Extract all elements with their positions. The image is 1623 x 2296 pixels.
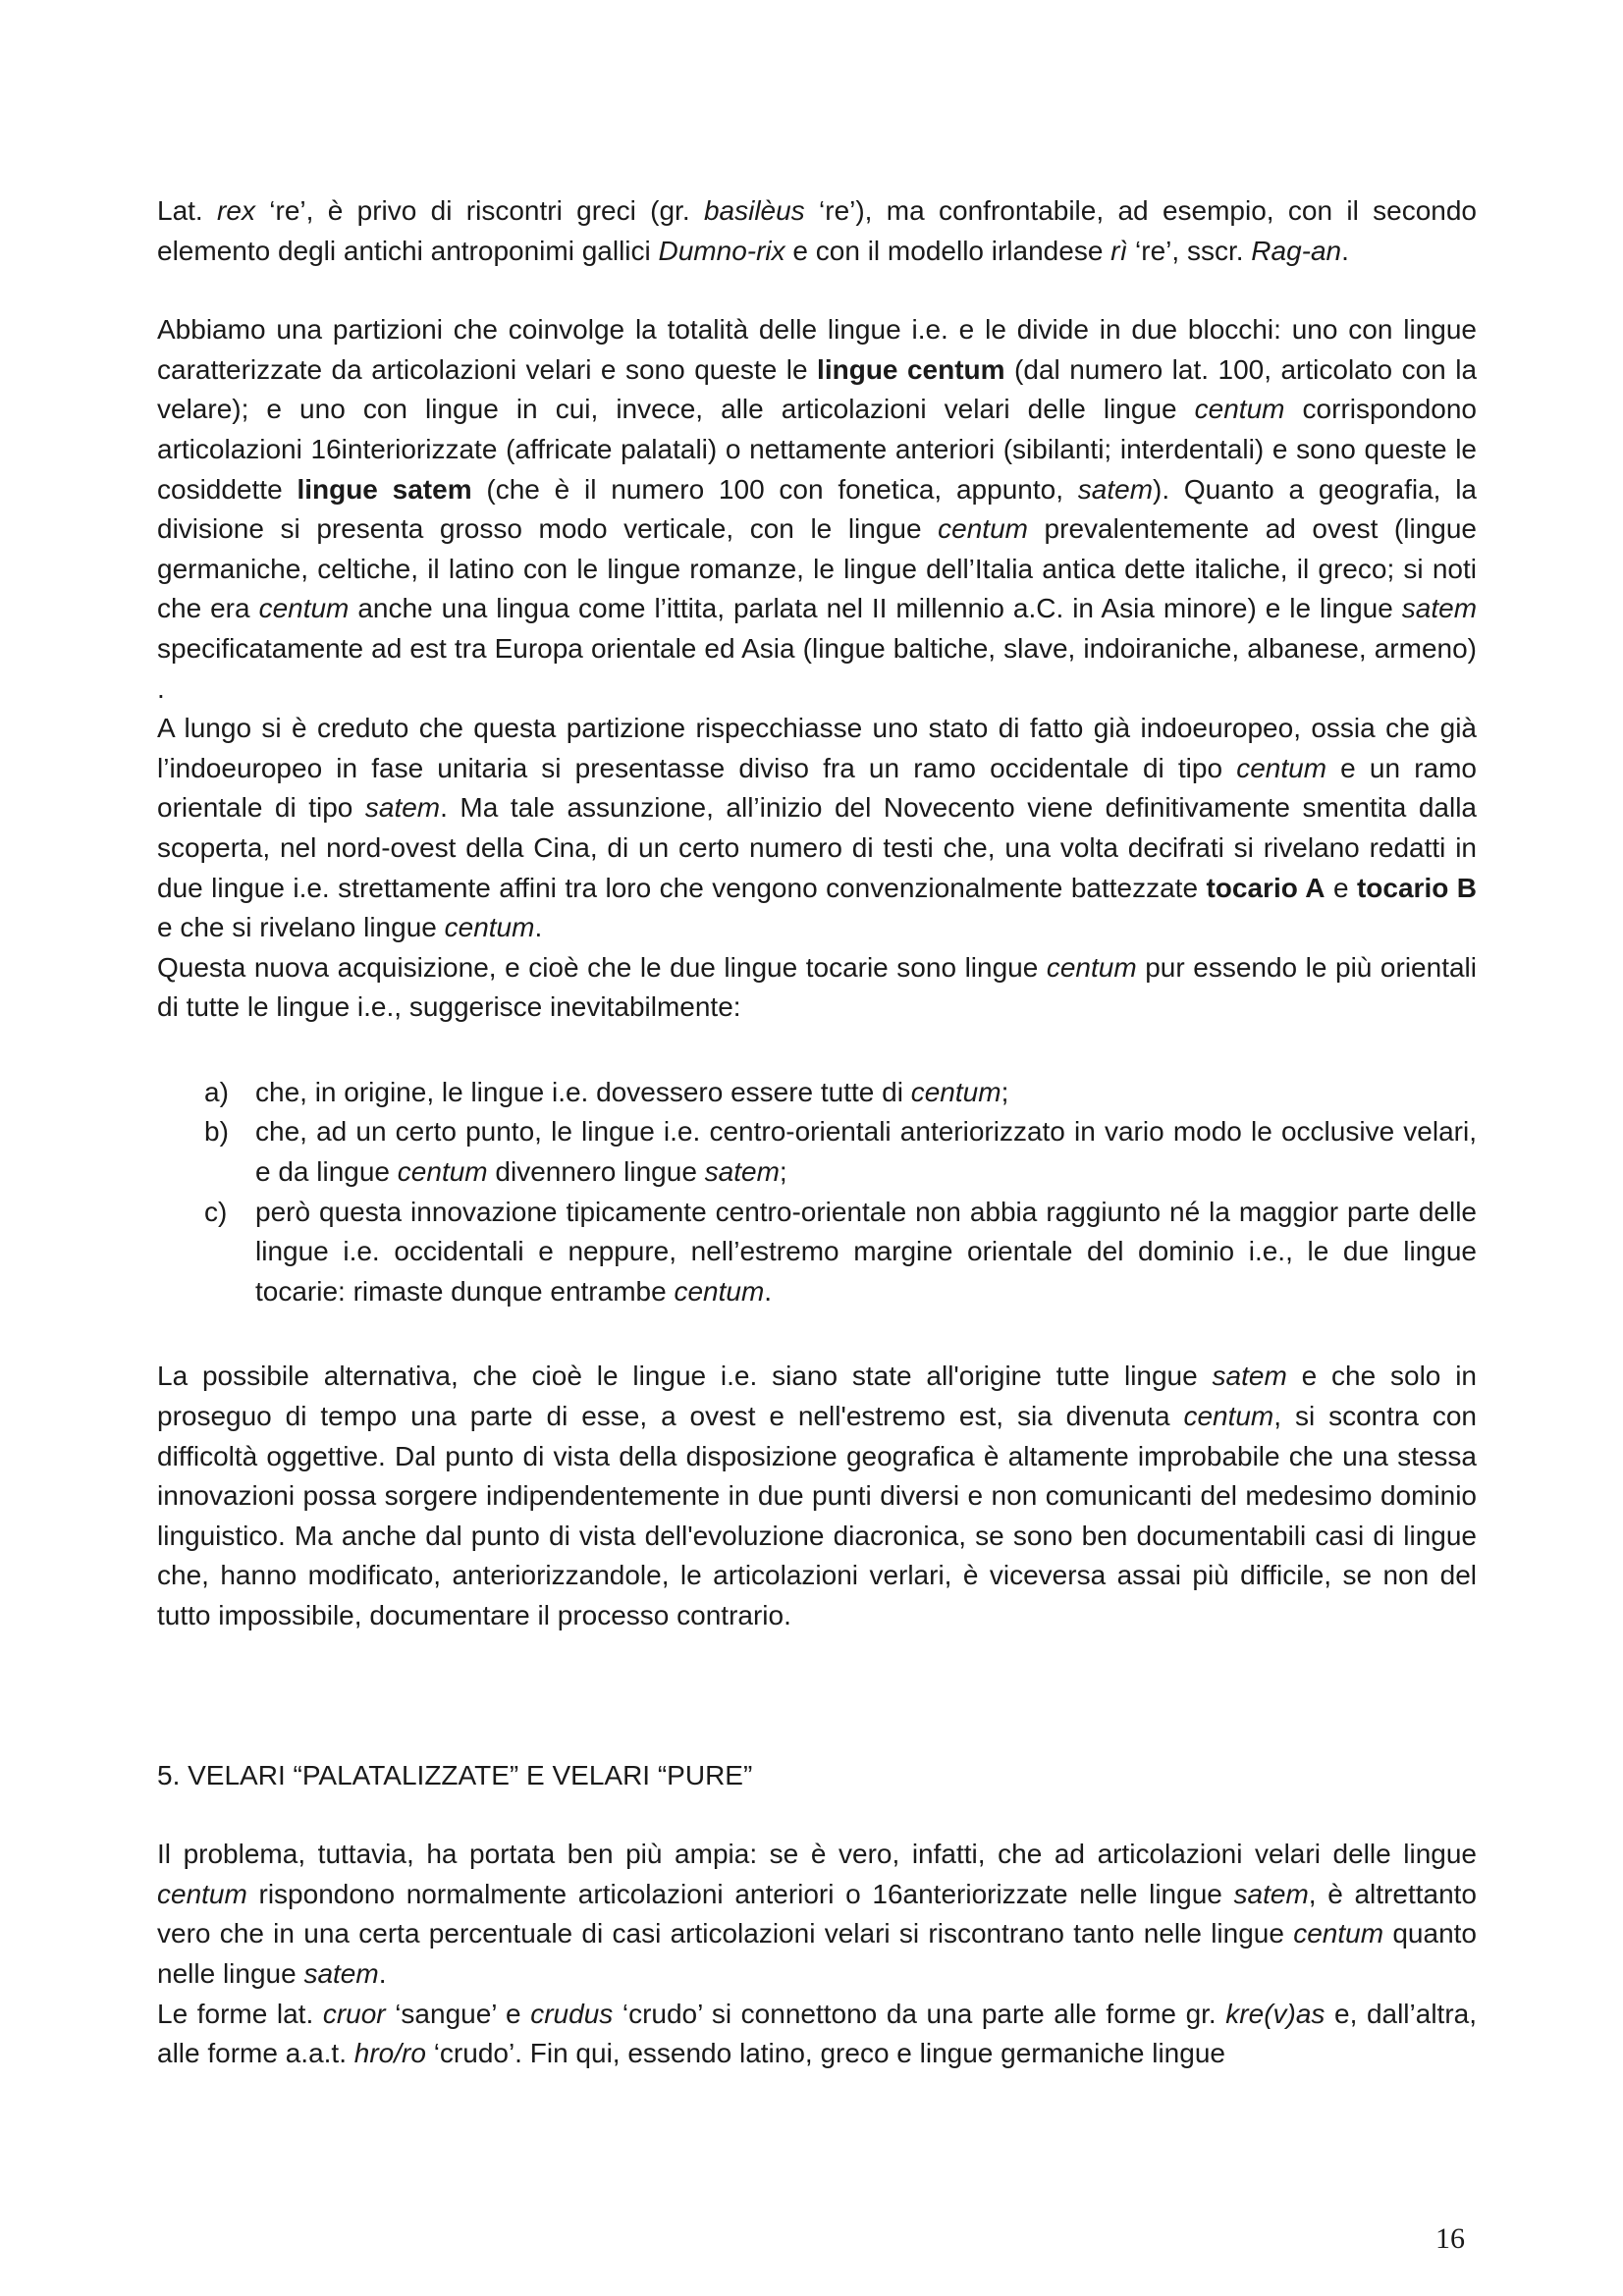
- consequences-list: [157, 1073, 1477, 1312]
- text-run: ‘re’, è privo di riscontri greci (gr.: [254, 195, 704, 226]
- text-run: .: [534, 912, 543, 943]
- text-run: e con il modello irlandese: [784, 235, 1111, 266]
- list-marker: a): [204, 1076, 229, 1107]
- italic-term: centum: [397, 1156, 488, 1188]
- text-run: ;: [1001, 1076, 1009, 1107]
- text-run: ‘crudo’. Fin qui, essendo latino, greco e lingue germaniche lingue: [425, 2038, 1225, 2069]
- bold-term: lingue satem: [297, 473, 472, 505]
- italic-term: centum: [1293, 1918, 1384, 1949]
- text-run: prevalentemente ad ovest (lingue germaniche, celtiche, il latino con le lingue romanze, le lingue dell’Italia antica dette italiche, il greco; si noti che era: [157, 513, 1477, 624]
- text-run: ). Quanto a geografia, la divisione si presenta grosso modo verticale, con le lingue: [157, 473, 1477, 545]
- text-run: che, ad un certo punto, le lingue i.e. centro-orientali anteriorizzato in vario modo le occlusive velari, e da lingue: [255, 1116, 1477, 1188]
- text-run: ‘re’, sscr.: [1127, 235, 1252, 266]
- text-run: quanto nelle lingue: [157, 1918, 1477, 1989]
- italic-term: centum: [938, 513, 1028, 545]
- text-run: .: [1341, 235, 1349, 266]
- text-run: e, dall’altra, alle forme a.a.t.: [157, 1998, 1477, 2069]
- text-run: A lungo si è creduto che questa partizione rispecchiasse uno stato di fatto già indoeuropeo, ossia che già l’indoeuropeo in fase unitaria si presentasse diviso fra un ramo occidentale di tipo: [157, 713, 1477, 783]
- text-run: rispondono normalmente articolazioni anteriori o 16anteriorizzate nelle lingue: [246, 1878, 1234, 1909]
- italic-term: centum: [1183, 1401, 1274, 1432]
- italic-term: centum: [1046, 951, 1137, 983]
- italic-term: rì: [1110, 235, 1128, 266]
- list-item: [157, 1073, 1477, 1113]
- list-marker: c): [204, 1196, 228, 1227]
- page-number: 16: [1435, 2222, 1465, 2255]
- italic-term: centum: [674, 1275, 765, 1307]
- italic-term: satem: [303, 1957, 379, 1989]
- paragraph-centum-satem: [157, 310, 1477, 709]
- paragraph-acquisizione: [157, 948, 1477, 1028]
- paragraph-alternativa: [157, 1357, 1477, 1635]
- text-run: Le forme lat.: [157, 1998, 323, 2029]
- document-page: [157, 191, 1477, 2074]
- bold-term: tocario B: [1356, 872, 1477, 903]
- text-run: La possibile alternativa, che cioè le lingue i.e. siano state all'origine tutte lingue: [157, 1361, 1213, 1392]
- italic-term: kre(v)as: [1225, 1998, 1325, 2029]
- text-run: ‘crudo’ si connettono da una parte alle forme gr.: [613, 1998, 1226, 2029]
- text-run: corrispondono articolazioni 16interiorizzate (affricate palatali) o nettamente anteriori (sibilanti; interdentali) e sono queste le cosiddette: [157, 394, 1477, 505]
- paragraph-tocario: [157, 709, 1477, 948]
- text-run: Lat.: [157, 195, 218, 226]
- italic-term: satem: [704, 1156, 780, 1188]
- list-marker: b): [204, 1116, 229, 1148]
- text-run: . Ma tale assunzione, all’inizio del Novecento viene definitivamente smentita dalla scoperta, nel nord-ovest della Cina, di un certo numero di testi che, una volta decifrati si rivelano redatti in due lingue i.e. strettamente affini tra loro che vengono convenzionalmente battezzate: [157, 792, 1477, 903]
- text-run: .: [378, 1957, 387, 1989]
- text-run: divennero lingue: [487, 1156, 705, 1188]
- text-run: pur essendo le più orientali di tutte le lingue i.e., suggerisce inevitabilmente:: [157, 951, 1477, 1023]
- text-run: però questa innovazione tipicamente centro-orientale non abbia raggiunto né la maggior parte delle lingue i.e. occidentali e neppure, nell’estremo margine orientale del dominio i.e., le due lingue tocarie: rimaste dunque entrambe: [255, 1196, 1477, 1307]
- bold-term: tocario A: [1206, 872, 1325, 903]
- text-run: ‘re’), ma confrontabile, ad esempio, con il secondo elemento degli antichi antroponimi gallici: [157, 195, 1478, 266]
- italic-term: Dumno-rix: [658, 235, 785, 266]
- paragraph-lat-rex: [157, 191, 1477, 271]
- italic-term: centum: [910, 1076, 1001, 1107]
- text-run: e che solo in proseguo di tempo una parte di esse, a ovest e nell'estremo est, sia divenuta: [157, 1361, 1478, 1432]
- italic-term: satem: [1233, 1878, 1309, 1909]
- bold-term: lingue centum: [817, 353, 1005, 385]
- text-run: , si scontra con difficoltà oggettive. Dal punto di vista della disposizione geografica è altamente improbabile che una stessa innovazioni possa sorgere indipendentemente in due punti diversi e non comunicanti del medesimo dominio linguistico. Ma anche dal punto di vista dell'evoluzione diacronica, se sono ben documentabili casi di lingue che, hanno modificato, anteriorizzandole, le articolazioni verlari, è viceversa assai più difficile, se non del tutto impossibile, documentare il processo contrario.: [157, 1401, 1477, 1630]
- italic-term: centum: [258, 593, 350, 624]
- italic-term: centum: [157, 1878, 247, 1909]
- text-run: , è altrettanto vero che in una certa percentuale di casi articolazioni velari si riscontrano tanto nelle lingue: [157, 1878, 1477, 1949]
- italic-term: satem: [364, 792, 441, 824]
- italic-term: satem: [1077, 473, 1154, 505]
- text-run: e che si rivelano lingue: [157, 912, 445, 943]
- italic-term: rex: [217, 195, 255, 226]
- text-run: Questa nuova acquisizione, e cioè che le due lingue tocarie sono lingue: [157, 951, 1047, 983]
- text-run: .: [764, 1275, 773, 1307]
- text-run: e un ramo orientale di tipo: [157, 752, 1477, 824]
- italic-term: basilèus: [703, 195, 805, 226]
- italic-term: Rag-an: [1251, 235, 1342, 266]
- text-run: ‘sangue’ e: [385, 1998, 531, 2029]
- text-run: e: [1325, 872, 1357, 903]
- list-item: [157, 1112, 1477, 1192]
- italic-term: centum: [1194, 394, 1285, 425]
- italic-term: crudus: [530, 1998, 614, 2029]
- italic-term: cruor: [322, 1998, 386, 2029]
- italic-term: centum: [1236, 752, 1327, 783]
- text-run: (dal numero lat. 100, articolato con la velare); e uno con lingue in cui, invece, alle articolazioni velari delle lingue: [157, 353, 1478, 425]
- list-item: [157, 1193, 1477, 1312]
- italic-term: hro/ro: [353, 2038, 426, 2069]
- paragraph-forme-lat: [157, 1995, 1477, 2074]
- text-run: specificatamente ad est tra Europa orientale ed Asia (lingue baltiche, slave, indoiraniche, albanese, armeno) .: [157, 632, 1477, 704]
- text-run: che, in origine, le lingue i.e. dovessero essere tutte di: [255, 1076, 911, 1107]
- text-run: (che è il numero 100 con fonetica, appunto,: [471, 473, 1078, 505]
- italic-term: centum: [444, 912, 535, 943]
- text-run: anche una lingua come l’ittita, parlata nel II millennio a.C. in Asia minore) e le lingue: [349, 593, 1402, 624]
- text-run: ;: [779, 1156, 787, 1188]
- text-run: Abbiamo una partizioni che coinvolge la totalità delle lingue i.e. e le divide in due blocchi: uno con lingue caratterizzate da articolazioni velari e sono queste le: [157, 314, 1477, 385]
- italic-term: satem: [1401, 593, 1478, 624]
- section-heading: 5. VELARI “PALATALIZZATE” E VELARI “PURE”: [157, 1759, 753, 1790]
- italic-term: satem: [1212, 1361, 1287, 1392]
- paragraph-problema: [157, 1835, 1477, 1994]
- text-run: Il problema, tuttavia, ha portata ben più ampia: se è vero, infatti, che ad articolazioni velari delle lingue: [157, 1839, 1477, 1870]
